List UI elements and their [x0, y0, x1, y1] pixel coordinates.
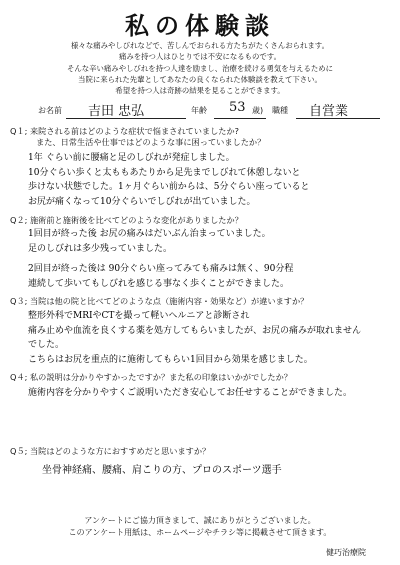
intro-line: 当院に来られた先輩としてあなたの良くなられた体験談を教えて下さい。 [78, 74, 322, 84]
footer-line: このアンケート用紙は、ホームページやチラシ等に掲載させて頂きます。 [68, 528, 332, 537]
job-value: 自営業 [309, 104, 349, 119]
intro-line: 希望を持つ人は奇跡の結果を見ることができます。 [115, 86, 285, 96]
question-1 [10, 126, 395, 148]
age-label: 年齢 [191, 106, 207, 115]
answer-2 [28, 227, 388, 291]
question-line: また、日常生活や仕事ではどのような事に困っていましたか？ [36, 137, 266, 147]
question-5 [10, 446, 395, 457]
footer-line: アンケートにご協力頂きまして、誠にありがとうございました。 [84, 516, 316, 525]
intro-text [14, 40, 386, 96]
question-4 [10, 372, 395, 383]
answer-line: こちらはお尻を重点的に施術してもらい1回目から効果を感じました。 [28, 354, 313, 365]
job-label: 職種 [272, 106, 288, 115]
intro-line: 様々な痛みやしびれなどで、苦しんでおられる方たちがたくさんおられます。 [71, 41, 329, 50]
name-value: 吉田 忠弘 [88, 104, 145, 119]
question-line: Q２; 施術前と施術後を比べてどのような変化がありましたか？ [10, 215, 243, 225]
name-underline [66, 118, 186, 119]
age-underline [214, 118, 266, 119]
answer-line: 整形外科でMRIやCTを撮って軽いヘルニアと診断され [28, 311, 250, 321]
answer-3 [28, 309, 388, 367]
intro-line: そんな辛い痛みやしびれを持つ人達を励まし、治療を続ける勇気を与えるために [66, 63, 334, 73]
answer-line: 坐骨神経痛、腰痛、肩こりの方、プロのスポーツ選手 [42, 465, 282, 476]
job-underline [296, 118, 380, 119]
answer-line: でした。 [28, 340, 65, 350]
question-2 [10, 215, 395, 226]
answer-line: 痛み止めや血流を良くする薬を処方してもらいましたが、お尻の痛みが取れません [28, 325, 362, 336]
answer-line: 2回目が終った後は 90分ぐらい座ってみても痛みは無く、90分程 [28, 264, 294, 274]
answer-line: 10分ぐらい歩くと太ももあたりから足先までしびれて休憩しないと [28, 167, 301, 178]
answer-line: 施術内容を分かりやすくご説明いただき安心してお任せすることができました。 [28, 388, 353, 398]
answer-1 [28, 151, 388, 209]
answer-5 [42, 464, 400, 479]
age-unit: 歳) [252, 106, 264, 115]
age-value: 53 [229, 100, 246, 115]
question-line: Q５; 当院はどのような方におすすめだと思いますか？ [10, 446, 211, 456]
footer-note [0, 515, 400, 539]
respondent-info [0, 100, 400, 120]
question-line: Q４; 私の説明は分かりやすかったですか？また私の印象はいかがでしたか？ [10, 372, 292, 382]
answer-line: 1回目が終った後 お尻の痛みはだいぶん治まっていました。 [28, 229, 271, 239]
name-label: お名前 [38, 106, 62, 115]
question-3 [10, 296, 395, 307]
answer-line: お尻が痛くなって10分ぐらいでしびれが出ていました。 [28, 196, 256, 207]
intro-line: 痛みを持つ人はひとりでは不安になるものです。 [118, 52, 281, 62]
answer-line: 連続して歩いてもしびれを感じる事なく歩くことができました。 [28, 278, 290, 289]
question-line: Q１; 来院される前はどのような症状で悩まされていましたか? [10, 126, 240, 136]
answer-line: 歩けない状態でした。1ヶ月ぐらい前からは、5分ぐらい座っていると [28, 182, 310, 192]
answer-line: 足のしびれは多少残っていました。 [28, 243, 173, 254]
page-title: 私の体験談 [125, 12, 275, 40]
answer-line: 1年 ぐらい前に腰痛と足のしびれが発症しました。 [28, 153, 235, 163]
question-line: Q３; 当院は他の院と比べてどのような点（施術内容・効果など）が違いますか？ [10, 296, 309, 306]
answer-4 [28, 386, 388, 401]
clinic-name: 健巧治療院 [326, 548, 366, 557]
